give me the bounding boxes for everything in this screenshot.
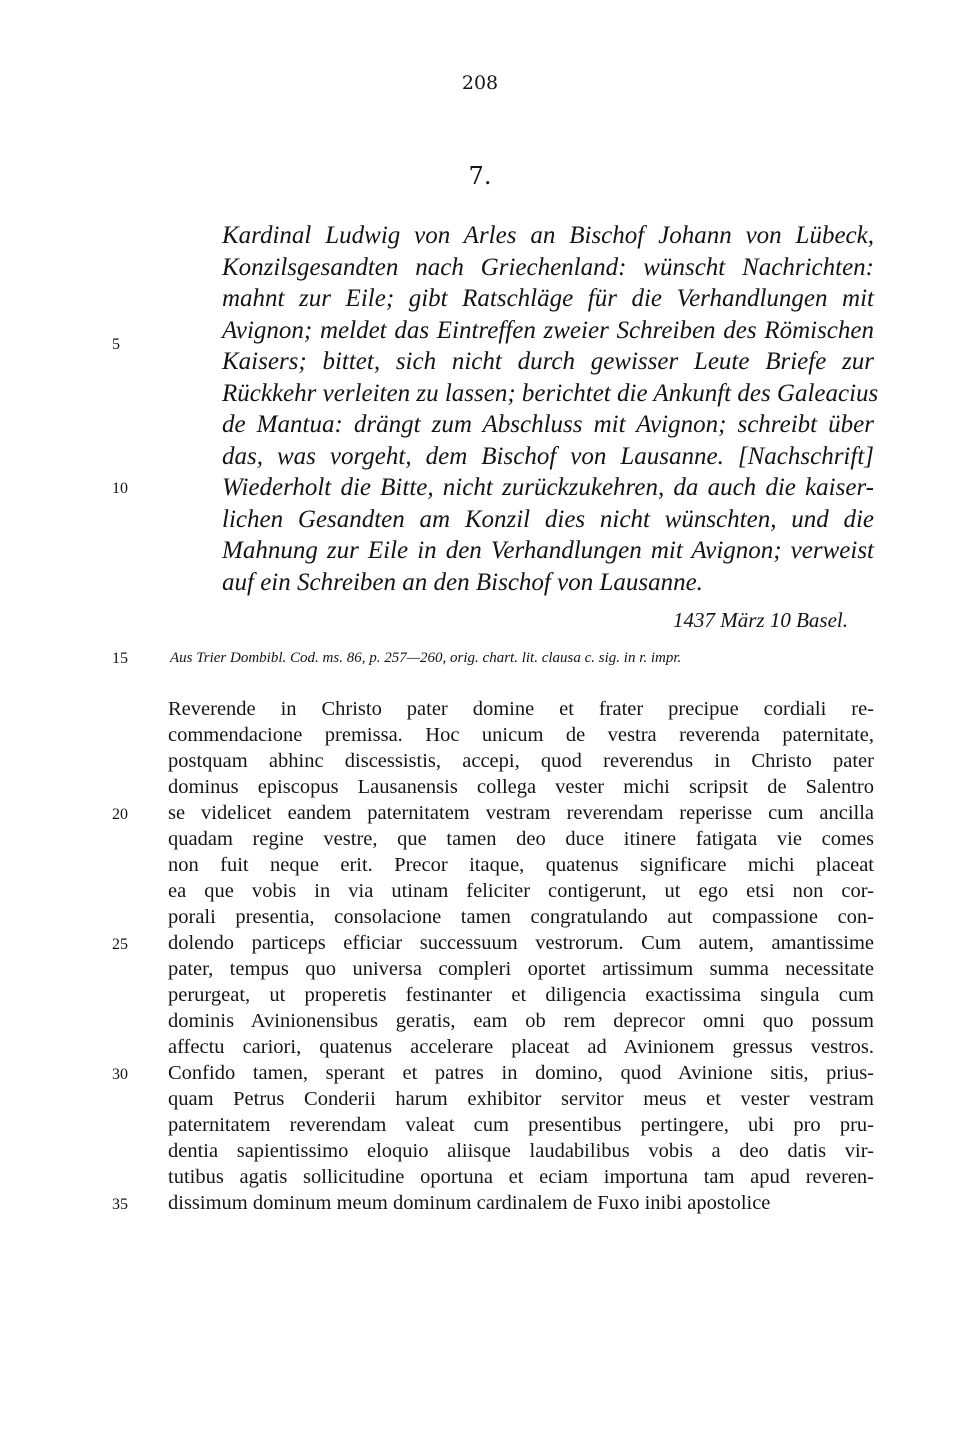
text-line: Reverende in Christo pater domine et frater precipue cordiali re-	[168, 698, 874, 720]
line-number: 15	[112, 650, 128, 667]
regest-line: Rückkehr verleiten zu lassen; berichtet die Ankunft des Galeacius	[222, 379, 879, 407]
text-line: affectu cariori, quatenus accelerare placeat ad Avinionem gressus vestros.	[168, 1036, 874, 1058]
text-line: porali presentia, consolacione tamen congratulando aut compassione con-	[168, 906, 874, 928]
text-line: tutibus agatis sollicitudine oportuna et eciam importuna tam apud reveren-	[168, 1166, 874, 1188]
text-line: dominus episcopus Lausanensis collega vester michi scripsit de Salentro	[168, 776, 874, 798]
regest-line: mahnt zur Eile; gibt Ratschläge für die Verhandlungen mit	[222, 285, 874, 312]
regest-line: Konzilsgesandten nach Griechenland: wünscht Nachrichten:	[222, 253, 874, 281]
regest-line: lichen Gesandten am Konzil dies nicht wünschten, und die	[222, 505, 874, 533]
text-line: ea que vobis in via utinam feliciter contigerunt, ut ego etsi non cor-	[168, 880, 874, 902]
regest-line: auf ein Schreiben an den Bischof von Lausanne.	[222, 568, 703, 596]
regest-line: Kardinal Ludwig von Arles an Bischof Johann von Lübeck,	[222, 222, 874, 249]
document-number: 7.	[468, 162, 492, 190]
text-line: dolendo particeps efficiar successuum vestrorum. Cum autem, amantissime	[168, 932, 874, 954]
line-number: 35	[112, 1196, 128, 1213]
text-line: dominis Avinionensibus geratis, eam ob rem deprecor omni quo possum	[168, 1010, 874, 1032]
date-place: 1437 März 10 Basel.	[673, 608, 848, 632]
regest-line: Kaisers; bittet, sich nicht durch gewisser Leute Briefe zur	[222, 348, 874, 375]
text-line: dentia sapientissimo eloquio aliisque laudabilibus vobis a deo datis vir-	[168, 1140, 874, 1162]
line-number: 30	[112, 1066, 128, 1083]
line-number: 20	[112, 806, 128, 823]
text-line: dissimum dominum meum dominum cardinalem de Fuxo inibi apostolice	[168, 1192, 771, 1214]
text-line: se videlicet eandem paternitatem vestram reverendam reperisse cum ancilla	[168, 802, 874, 824]
line-number: 25	[112, 936, 128, 953]
text-line: pater, tempus quo universa compleri oportet artissimum summa necessitate	[168, 958, 874, 980]
text-line: quadam regine vestre, que tamen deo duce itinere fatigata vie comes	[168, 828, 874, 850]
page-number: 208	[461, 72, 499, 94]
line-number: 5	[112, 336, 120, 353]
regest-line: Mahnung zur Eile in den Verhandlungen mit Avignon; verweist	[222, 537, 874, 564]
text-line: postquam abhinc discessistis, accepi, quod reverendus in Christo pater	[168, 750, 874, 772]
source-note: Aus Trier Dombibl. Cod. ms. 86, p. 257—260, orig. chart. lit. clausa c. sig. in r. impr.	[170, 650, 682, 666]
regest-line: Avignon; meldet das Eintreffen zweier Schreiben des Römischen	[222, 316, 874, 344]
text-line: commendacione premissa. Hoc unicum de vestra reverenda paternitate,	[168, 724, 874, 746]
line-number: 10	[112, 480, 128, 497]
text-line: Confido tamen, sperant et patres in domino, quod Avinione sitis, prius-	[168, 1062, 874, 1084]
text-line: paternitatem reverendam valeat cum presentibus pertingere, ubi pro pru-	[168, 1114, 874, 1136]
text-line: perurgeat, ut properetis festinanter et diligencia exactissima singula cum	[168, 984, 874, 1006]
text-line: non fuit neque erit. Precor itaque, quatenus significare michi placeat	[168, 854, 874, 876]
regest-line: das, was vorgeht, dem Bischof von Lausanne. [Nachschrift]	[222, 442, 874, 470]
regest-line: Wiederholt die Bitte, nicht zurückzukehren, da auch die kaiser-	[222, 474, 874, 501]
text-line: quam Petrus Conderii harum exhibitor servitor meus et vester vestram	[168, 1088, 874, 1110]
regest-line: de Mantua: drängt zum Abschluss mit Avignon; schreibt über	[222, 411, 874, 438]
